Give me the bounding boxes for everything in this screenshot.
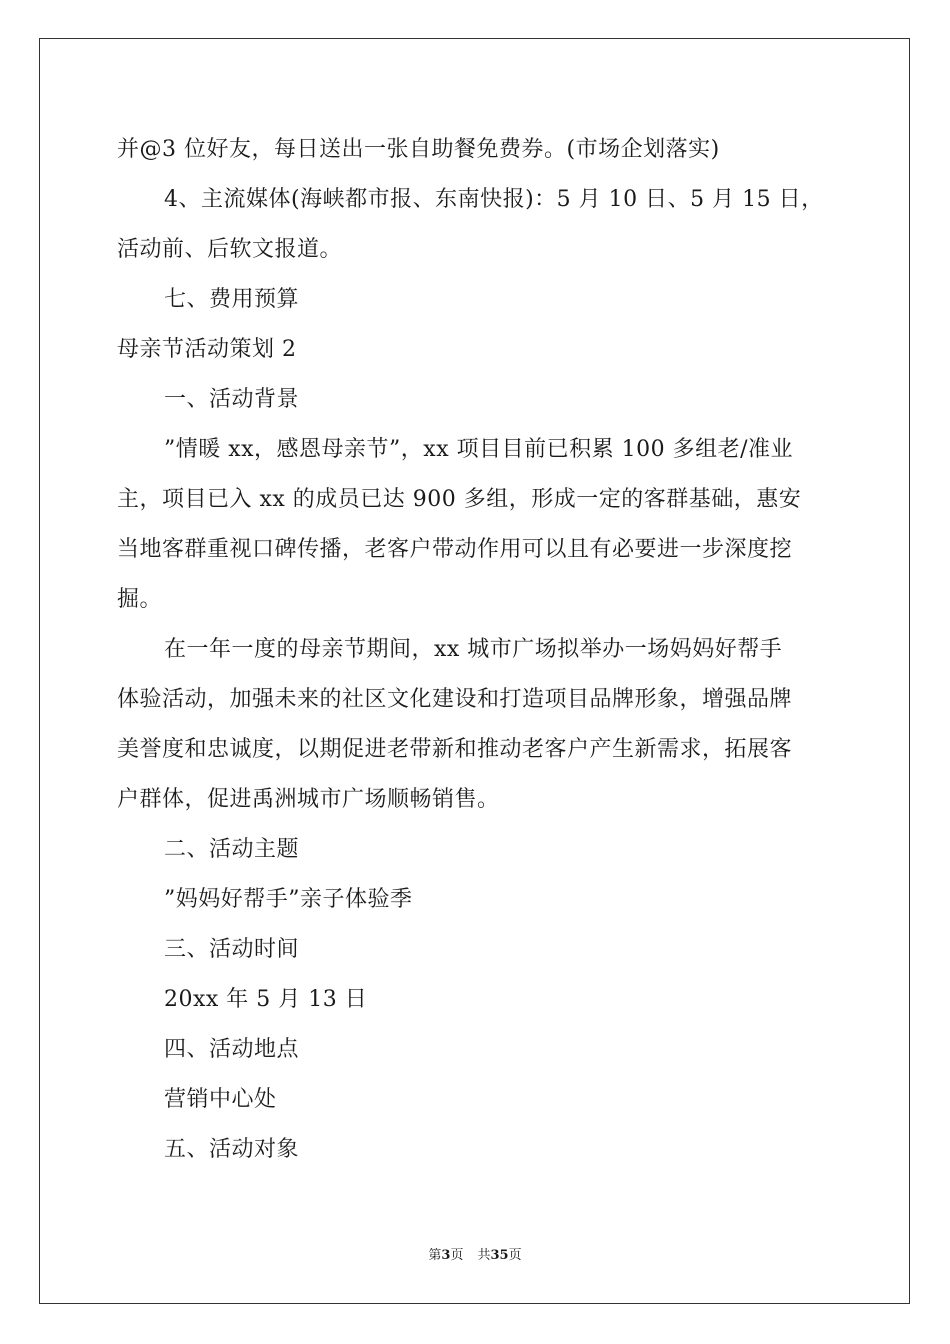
page-footer xyxy=(0,1247,950,1265)
text-line: 20xx 年 5 月 13 日 xyxy=(164,987,368,1012)
page-prefix: 第 xyxy=(428,1248,442,1263)
text-line: 营销中心处 xyxy=(164,1087,277,1112)
text-line: 主，项目已入 xx 的成员已达 900 多组，形成一定的客群基础，惠安 xyxy=(117,487,802,512)
section-heading: 三、活动时间 xyxy=(164,937,300,962)
text-line: 当地客群重视口碑传播，老客户带动作用可以且有必要进一步深度挖 xyxy=(117,537,793,562)
section-heading: 四、活动地点 xyxy=(164,1037,300,1062)
total-prefix: 共 xyxy=(477,1248,491,1263)
section-heading: 五、活动对象 xyxy=(164,1137,300,1162)
section-heading: 二、活动主题 xyxy=(164,837,300,862)
total-pages: 35 xyxy=(490,1248,509,1263)
section-heading: 七、费用预算 xyxy=(164,287,300,312)
text-line: 活动前、后软文报道。 xyxy=(117,237,343,262)
text-line: 在一年一度的母亲节期间，xx 城市广场拟举办一场妈妈好帮手 xyxy=(164,637,783,662)
text-line: 体验活动，加强未来的社区文化建设和打造项目品牌形象，增强品牌 xyxy=(117,687,793,712)
text-line: ”妈妈好帮手”亲子体验季 xyxy=(164,887,413,912)
text-line: 户群体，促进禹洲城市广场顺畅销售。 xyxy=(117,787,500,812)
document-body xyxy=(117,125,837,1175)
page-suffix: 页 xyxy=(450,1248,464,1263)
section-heading: 一、活动背景 xyxy=(164,387,300,412)
text-line: 4、主流媒体(海峡都市报、东南快报)：5 月 10 日、5 月 15 日， xyxy=(164,187,824,212)
text-line: 并@3 位好友，每日送出一张自助餐免费券。(市场企划落实) xyxy=(117,137,720,162)
page-current: 3 xyxy=(441,1248,451,1263)
text-line: ”情暖 xx，感恩母亲节”，xx 项目目前已积累 100 多组老/准业 xyxy=(164,437,794,462)
text-line: 掘。 xyxy=(117,587,163,612)
total-suffix: 页 xyxy=(508,1248,522,1263)
text-line: 美誉度和忠诚度，以期促进老带新和推动老客户产生新需求，拓展客 xyxy=(117,737,793,762)
document-title: 母亲节活动策划 2 xyxy=(117,337,297,362)
